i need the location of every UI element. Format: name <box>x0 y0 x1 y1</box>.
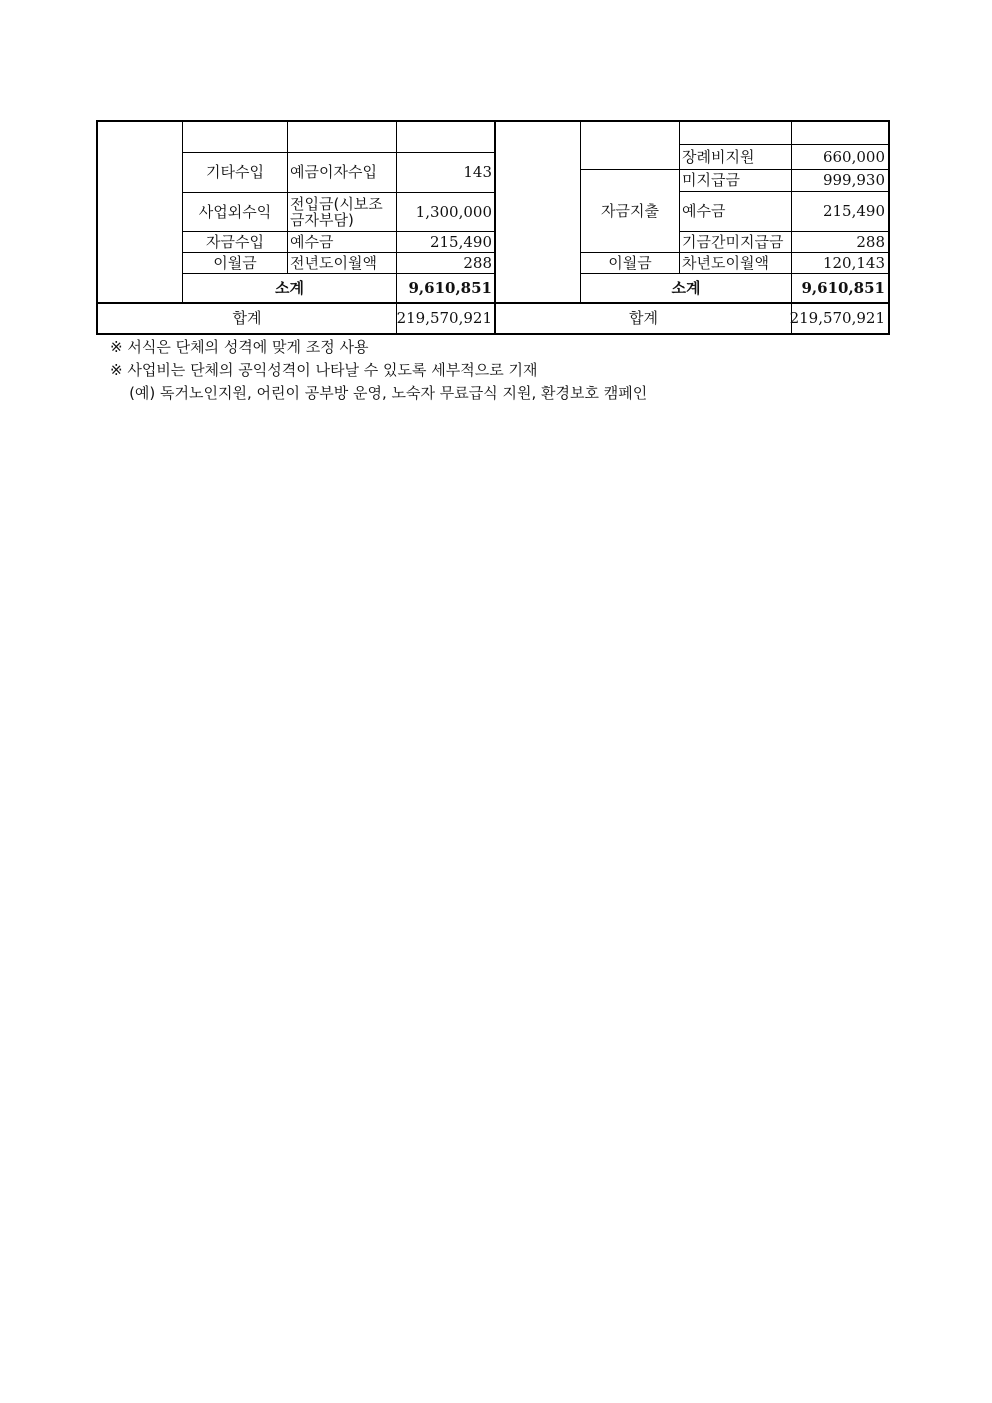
footnote: ※ 사업비는 단체의 공익성격이 나타날 수 있도록 세부적으로 기재 <box>110 361 538 379</box>
income-amount-cell: 143 <box>463 163 492 181</box>
income-amount-cell: 1,300,000 <box>415 202 492 221</box>
expense-subtotal-label: 소계 <box>671 278 701 297</box>
expense-amount-cell: 660,000 <box>822 147 885 166</box>
expense-item-cell: 예수금 <box>682 202 726 220</box>
income-subtotal-amount: 9,610,851 <box>408 278 492 297</box>
income-total-label: 합계 <box>232 309 262 327</box>
income-subtotal-label: 소계 <box>275 278 304 297</box>
expense-category-cell: 자금지출 <box>601 201 659 220</box>
expense-category-cell: 이월금 <box>608 253 652 272</box>
expense-total-amount: 219,570,921 <box>789 309 885 327</box>
expense-item-cell: 장례비지원 <box>682 147 755 166</box>
income-category-cell: 사업외수익 <box>198 202 272 221</box>
income-item-cell: 예금이자수입 <box>290 163 377 181</box>
budget-table <box>96 120 890 335</box>
expense-item-cell: 차년도이월액 <box>682 253 769 272</box>
table-border-bottom <box>96 333 890 335</box>
expense-item-cell: 미지급금 <box>682 171 740 189</box>
income-item-cell: 예수금 <box>290 232 334 251</box>
expense-amount-cell: 215,490 <box>822 202 885 220</box>
income-total-amount: 219,570,921 <box>396 309 492 327</box>
footnote: ※ 서식은 단체의 성격에 맞게 조정 사용 <box>110 338 369 356</box>
table-border-top-right <box>582 120 890 122</box>
income-amount-cell: 288 <box>463 253 492 272</box>
income-category-cell: 자금수입 <box>206 232 264 251</box>
income-category-cell: 이월금 <box>213 253 257 272</box>
expense-amount-cell: 999,930 <box>822 171 885 189</box>
income-category-cell: 기타수입 <box>206 163 264 181</box>
expense-item-cell: 기금간미지급금 <box>682 232 784 251</box>
expense-total-label: 합계 <box>629 309 658 327</box>
income-item-cell: 전입금(시보조금자부담) <box>290 195 383 229</box>
income-item-cell: 전년도이월액 <box>290 253 377 272</box>
table-border-top <box>96 120 582 122</box>
expense-amount-cell: 288 <box>856 232 885 251</box>
income-amount-cell: 215,490 <box>429 232 492 251</box>
footnote-example: (예) 독거노인지원, 어린이 공부방 운영, 노숙자 무료급식 지원, 환경보호 캠페인 <box>110 384 648 402</box>
expense-subtotal-amount: 9,610,851 <box>801 278 885 297</box>
footnotes <box>110 336 647 405</box>
expense-amount-cell: 120,143 <box>822 253 885 272</box>
